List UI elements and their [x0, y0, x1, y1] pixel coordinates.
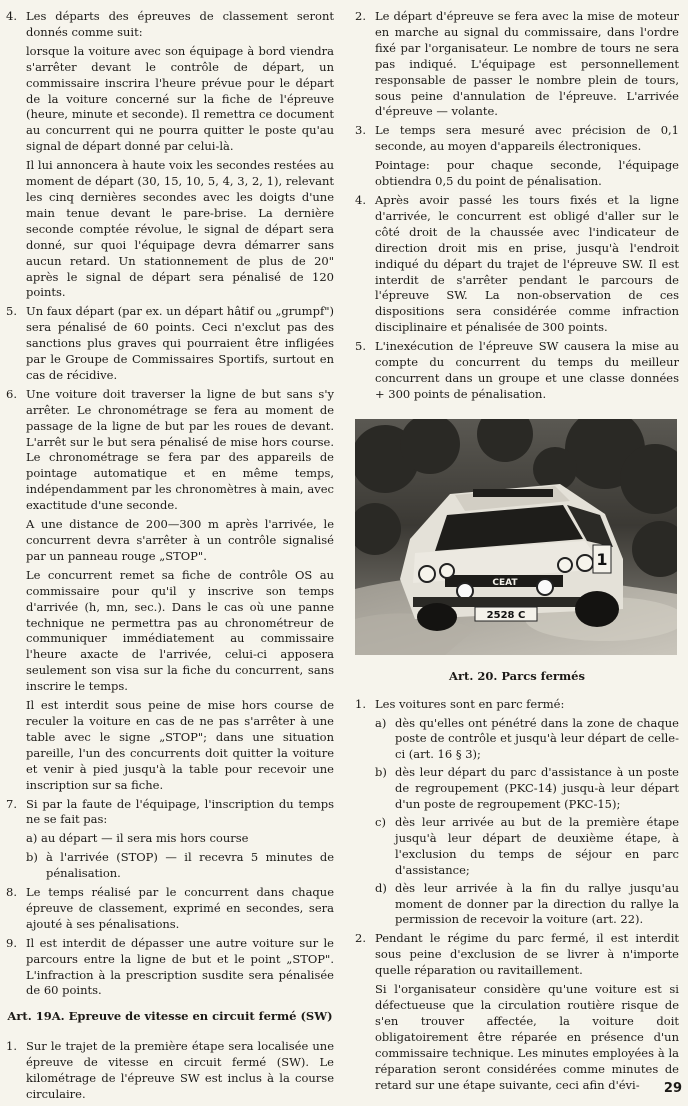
- item-4-paragraph-1: lorsque la voiture avec son équipage à bord viendra s'arrêter devant le contrôle de départ, un commissaire inscrira l'heure prévue pour le départ de la voiture concerné sur la fiche de l'épreuve (heure, minute et seconde). Il remettra ce document au concurrent qui ne pourra quitter le poste qu'au signal de départ donné par celui-là.: [26, 43, 334, 154]
- sub-letter: d): [375, 880, 387, 895]
- sub-text: dès leur départ du parc d'assistance à un poste de regroupement (PKC-14) jusqu-à leur départ d'un poste de regroupement (PKC-15);: [395, 765, 679, 812]
- item-7-intro: Si par la faute de l'équipage, l'inscription du temps ne se fait pas:: [26, 796, 334, 827]
- sub-letter: a): [375, 715, 387, 730]
- left-column: [6, 9, 334, 1106]
- item-number: 5.: [355, 339, 366, 354]
- item-number: 3.: [355, 123, 366, 138]
- item-6-paragraph-1: Une voiture doit traverser la ligne de but sans s'y arrêter. Le chronométrage se fera au moment de passage de la ligne de but par les roues de devant. L'arrêt sur le but sera pénalisé de mise hors course. Le chronométrage se fera par des appareils de pointage automatique et en même temps, indépendamment par les chronomètres à main, avec exactitude d'une seconde.: [26, 386, 334, 513]
- right-column: [355, 9, 679, 1096]
- sub-text: dès qu'elles ont pénétré dans la zone de chaque poste de contrôle et jusqu'à leur départ de celle-ci (art. 16 § 3);: [395, 715, 679, 762]
- item-6-paragraph-3: Le concurrent remet sa fiche de contrôle OS au commissaire pour qu'il y inscrive son temps d'arrivée (h, mn, sec.). Dans le cas où une panne technique ne permettra pas au chronométreur de communiquer immédiatement au commissaire l'heure axacte de l'arrivée, celui-ci apposera seulement son visa sur la fiche du concurrent, sans inscrire le temps.: [26, 567, 334, 694]
- door-number: 1: [596, 549, 608, 569]
- item-5-false-start: [6, 304, 334, 384]
- item-1-sw-location: [6, 1039, 334, 1103]
- item-4-intro: Les départs des épreuves de classement seront donnés comme suit:: [26, 9, 334, 39]
- item-number: 1.: [6, 1039, 17, 1054]
- item-7-case-a: a) au départ — il sera mis hors course: [26, 831, 249, 846]
- item-number: 8.: [6, 885, 17, 900]
- item-number: 2.: [355, 931, 366, 946]
- item-8-text: Le temps réalisé par le concurrent dans chaque épreuve de classement, exprimé en secondes, sera ajouté à ses pénalisations.: [26, 885, 334, 931]
- item-number: 4.: [6, 9, 17, 23]
- item-6-paragraph-2: A une distance de 200—300 m après l'arrivée, le concurrent devra s'arrêter à un contrôle signalisé par un panneau rouge „STOP".: [26, 517, 334, 563]
- item-4-after-laps: [355, 193, 679, 336]
- item-number: 9.: [6, 935, 17, 950]
- item-3-paragraph-1: Le temps sera mesuré avec précision de 0,1 seconde, au moyen d'appareils électroniques.: [375, 123, 679, 154]
- item-2-no-repairs: [355, 931, 679, 1093]
- item-1-case-b: [375, 765, 679, 813]
- sub-text: dès leur arrivée à la fin du rallye jusqu'au moment de donner par la direction du rallye la permission de recevoir la voiture (art. 22).: [395, 880, 679, 927]
- item-5-text: Un faux départ (par ex. un départ hâtif ou „grumpf") sera pénalisé de 60 points. Ceci n'exclut pas des sanctions plus graves qui pourraient être infligées par le Groupe de Commissaires Sportifs, surtout en cas de récidive.: [26, 304, 334, 382]
- item-7-case-b: [26, 850, 334, 882]
- item-1-intro: Les voitures sont en parc fermé:: [375, 696, 565, 711]
- sub-letter: b): [375, 765, 387, 780]
- item-9-overtaking: [6, 936, 334, 1000]
- item-5-text: L'inexécution de l'épreuve SW causera la mise au compte du concurrent du temps du meilleur concurrent dans un groupe et une classe données + 300 points de pénalisation.: [375, 339, 679, 401]
- item-3-paragraph-2: Pointage: pour chaque seconde, l'équipage obtiendra 0,5 du point de pénalisation.: [375, 158, 679, 189]
- item-6-finish-line: [6, 387, 334, 794]
- item-4-text: Après avoir passé les tours fixés et la ligne d'arrivée, le concurrent est obligé d'aller sur le côté droit de la chaussée avec l'indicateur de direction droit mis en prise, jusqu'à l'endroit indiqué du départ du trajet de l'épreuve SW. Il est interdit de s'arrêter pendant le parcours de l'épreuve SW. La non-observation de ces dispositions sera considérée comme infraction disciplinaire et pénalisée de 300 points.: [375, 192, 679, 335]
- item-number: 6.: [6, 386, 17, 401]
- item-number: 7.: [6, 796, 17, 811]
- item-2-paragraph-2: Si l'organisateur considère qu'une voiture est si défectueuse que la circulation routière risque de s'en trouver affectée, la voiture doit obligatoirement être réparée en présence d'un commissaire technique. Les minutes employées à la réparation seront considérées comme minutes de retard sur une étape suivante, ceci afin d'évi-: [375, 982, 679, 1092]
- sponsor-decal: CEAT: [492, 577, 518, 588]
- item-7-time-recording: [6, 797, 334, 883]
- item-6-paragraph-4: Il est interdit sous peine de mise hors course de reculer la voiture en cas de ne pas s'arrêter à une table avec le signe „STOP"; dans une situation pareille, l'un des concurrents doit quitter la voiture et venir à pied jusqu'à la table pour recevoir une inscription sur sa fiche.: [26, 698, 334, 792]
- item-number: 1.: [355, 696, 366, 711]
- item-1-parc-ferme: [355, 697, 679, 929]
- section-heading-art-20: Art. 20. Parcs fermés: [449, 668, 585, 683]
- section-heading-art-19a: Art. 19A. Epreuve de vitesse en circuit fermé (SW): [7, 1009, 333, 1024]
- item-1-text: Sur le trajet de la première étape sera localisée une épreuve de vitesse en circuit fermé (SW). Le kilométrage de l'épreuve SW est inclus à la course circulaire.: [26, 1039, 334, 1101]
- sub-text: dès leur arrivée au but de la première étape jusqu'à leur départ de deuxième étape, à l'exclusion du temps de séjour en parc d'assistance;: [395, 815, 679, 877]
- item-number: 5.: [6, 304, 17, 319]
- page-number: 29: [663, 1081, 682, 1096]
- item-number: 2.: [355, 9, 366, 23]
- item-2-sw-start: [355, 9, 679, 120]
- rally-car-illustration: [355, 419, 677, 655]
- item-2-text: Le départ d'épreuve se fera avec la mise de moteur en marche au signal du commissaire, dans l'ordre fixé par l'organisateur. Le nombre de tours ne sera pas indiqué. L'équipage est personnellement responsable de passer le nombre plein de tours, sous peine d'annulation de l'épreuve. L'arrivée d'épreuve — volante.: [375, 9, 679, 119]
- item-8-time-added: [6, 885, 334, 933]
- sub-text: à l'arrivée (STOP) — il recevra 5 minutes de pénalisation.: [46, 850, 334, 881]
- sub-letter: b): [26, 850, 38, 865]
- item-3-timing: [355, 123, 679, 190]
- item-4-paragraph-2: Il lui annoncera à haute voix les secondes restées au moment de départ (30, 15, 10, 5, 4, 3, 2, 1), relevant les cinq dernières secondes avec les doigts d'une main tenue devant le pare-brise. La dernière seconde comptée révolue, le signal de départ sera donné, sur quoi l'équipage devra démarrer sans aucun retard. Un stationnement de plus de 20" après le signal de départ sera pénalisé de 120 points.: [26, 158, 334, 300]
- sub-letter: c): [375, 815, 386, 829]
- item-number: 4.: [355, 192, 366, 207]
- item-2-paragraph-1: Pendant le régime du parc fermé, il est interdit sous peine d'exclusion de se livrer à n'importe quelle réparation ou ravitaillement.: [375, 931, 679, 978]
- rally-car-photo: [355, 419, 677, 655]
- item-5-non-execution: [355, 339, 679, 403]
- item-1-case-c: [375, 815, 679, 879]
- item-9-text: Il est interdit de dépasser une autre voiture sur le parcours entre la ligne de but et le point „STOP". L'infraction à la prescription susdite sera pénalisée de 60 points.: [26, 935, 334, 998]
- item-1-case-a: [375, 716, 679, 764]
- item-1-case-d: [375, 881, 679, 929]
- license-plate: 2528 C: [486, 609, 526, 621]
- item-4-start-procedure: [6, 9, 334, 301]
